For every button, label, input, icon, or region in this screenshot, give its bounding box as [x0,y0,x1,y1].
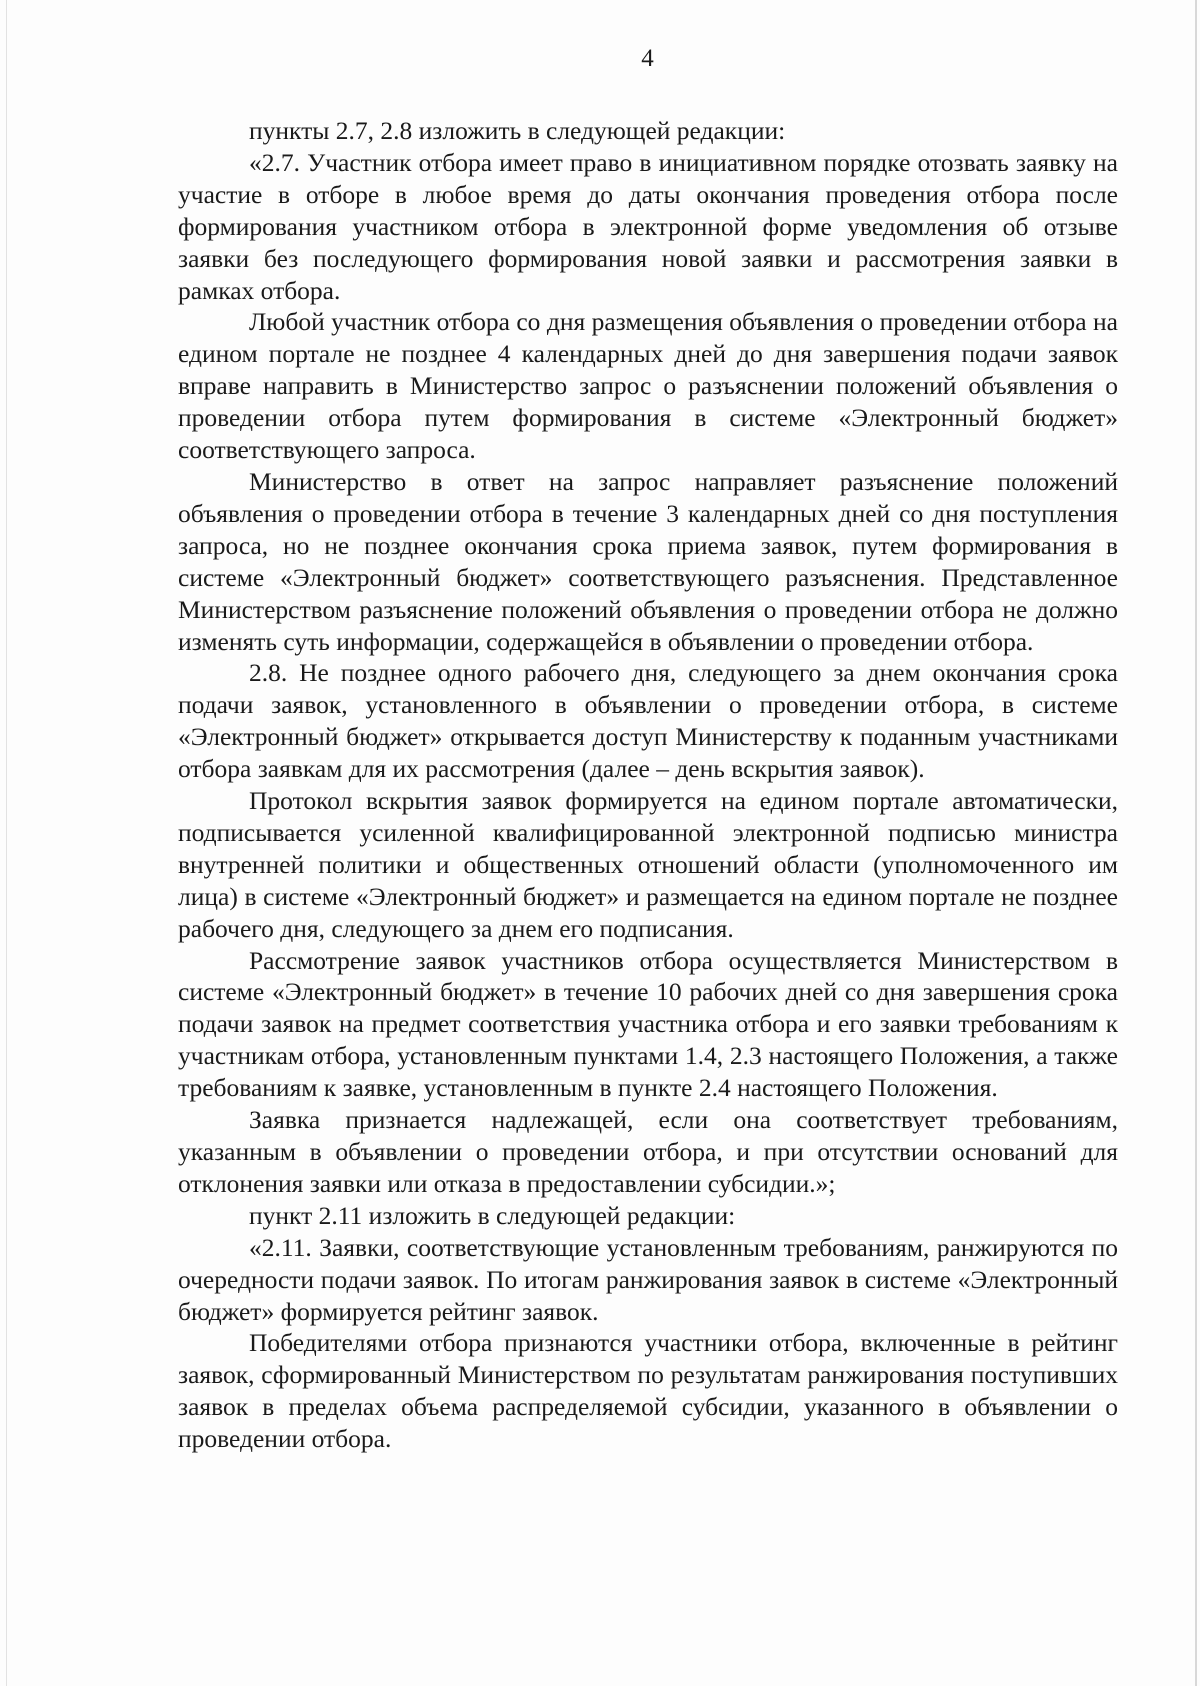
paragraph-10: «2.11. Заявки, соответствующие установленным требованиям, ранжируются по очередности подачи заявок. По итогам ранжирования заявок в системе «Электронный бюджет» формируется рейтинг заявок. [178,1232,1118,1326]
paragraph-9: пункт 2.11 изложить в следующей редакции: [249,1200,736,1230]
paragraph-1: пункты 2.7, 2.8 изложить в следующей редакции: [249,116,786,145]
paragraph-11: Победителями отбора признаются участники отбора, включенные в рейтинг заявок, сформированный Министерством по результатам ранжирования поступивших заявок в пределах объема распределяемой субсидии, указанного в объявлении о проведении отбора. [178,1328,1118,1454]
paragraph-3: Любой участник отбора со дня размещения объявления о проведении отбора на едином портале не позднее 4 календарных дней до дня завершения подачи заявок вправе направить в Министерство запрос о разъяснении положений объявления о проведении отбора путем формирования в системе «Электронный бюджет» соответствующего запроса. [178,307,1118,465]
paragraph-4: Министерство в ответ на запрос направляет разъяснение положений объявления о проведении отбора в течение 3 календарных дней со дня поступления запроса, но не позднее окончания срока приема заявок, путем формирования в системе «Электронный бюджет» соответствующего разъяснения. Представленное Министерством разъяснение положений объявления о проведении отбора не должно изменять суть информации, содержащейся в объявлении о проведении отбора. [178,466,1118,656]
paragraph-5: 2.8. Не позднее одного рабочего дня, следующего за днем окончания срока подачи заявок, установленного в объявлении о проведении отбора, в системе «Электронный бюджет» открывается доступ Министерству к поданным участниками отбора заявкам для их рассмотрения (далее – день вскрытия заявок). [178,658,1118,784]
page-number: 4 [641,45,654,72]
scan-edge-left [6,0,7,1686]
paragraph-2: «2.7. Участник отбора имеет право в инициативном порядке отозвать заявку на участие в отборе в любое время до даты окончания проведения отбора после формирования участником отбора в электронной форме уведомления об отзыве заявки без последующего формирования новой заявки и рассмотрения заявки в рамках отбора. [178,147,1118,305]
paragraph-8: Заявка признается надлежащей, если она соответствует требованиям, указанным в объявлении о проведении отбора, и при отсутствии оснований для отклонения заявки или отказа в предоставлении субсидии.»; [178,1105,1118,1198]
scan-edge-right [1195,0,1197,1686]
document-body [178,115,1118,1455]
paragraph-7: Рассмотрение заявок участников отбора осуществляется Министерством в системе «Электронный бюджет» в течение 10 рабочих дней со дня завершения срока подачи заявок на предмет соответствия участника отбора и его заявки требованиям к участникам отбора, установленным пунктами 1.4, 2.3 настоящего Положения, а также требованиям к заявке, установленным в пункте 2.4 настоящего Положения. [178,945,1118,1103]
paragraph-6: Протокол вскрытия заявок формируется на едином портале автоматически, подписывается усиленной квалифицированной электронной подписью министра внутренней политики и общественных отношений области (уполномоченного им лица) в системе «Электронный бюджет» и размещается на едином портале не позднее рабочего дня, следующего за днем его подписания. [178,786,1118,943]
